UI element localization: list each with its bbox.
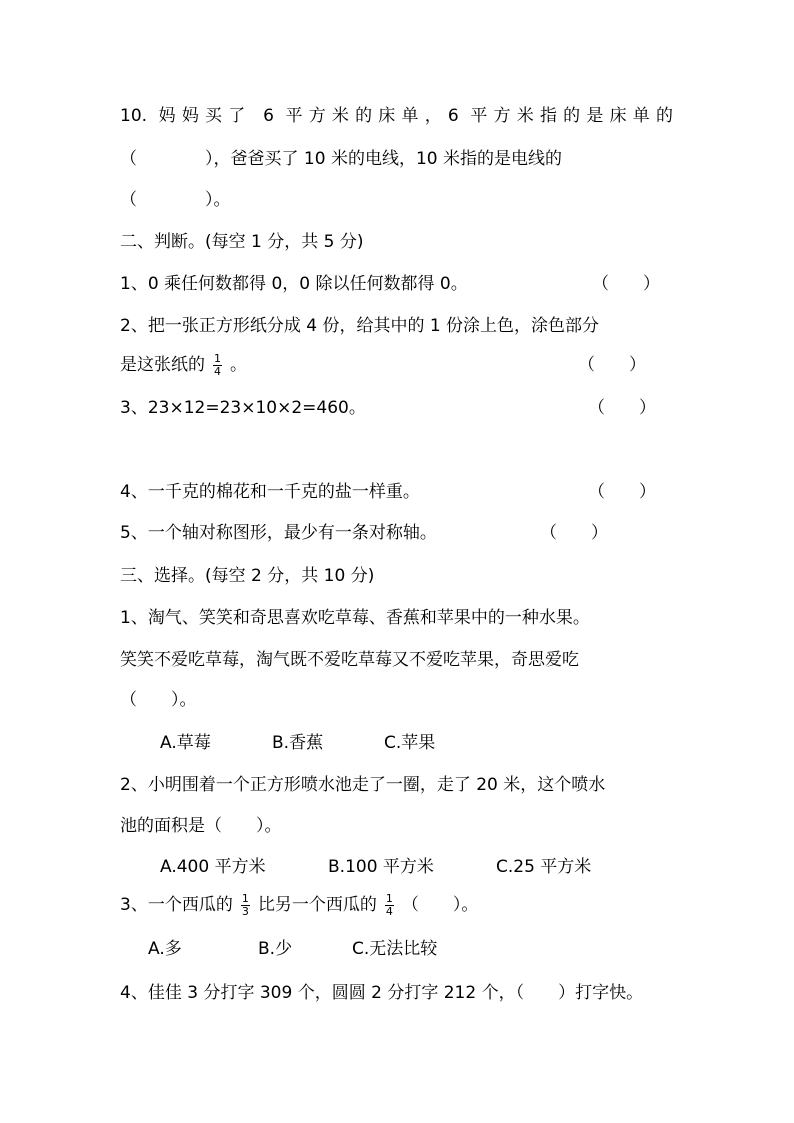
judge-item-2-end: 。: [230, 355, 247, 375]
judge-item-5: 5、一个轴对称图形，最少有一条对称轴。: [120, 523, 437, 543]
choice-1-option-a[interactable]: A.草莓: [160, 733, 211, 753]
fraction-numerator: 1: [214, 351, 221, 365]
judge-item-1: 1、0 乘任何数都得 0，0 除以任何数都得 0。: [120, 274, 468, 294]
choice-3-text-a: 3、一个西瓜的: [120, 895, 233, 915]
choice-3-option-c[interactable]: C.无法比较: [352, 939, 438, 959]
q10-line3: （ ）。: [120, 190, 231, 210]
choice-2-line1: 2、小明围着一个正方形喷水池走了一圈，走了 20 米，这个喷水: [120, 775, 606, 795]
choice-1-option-c[interactable]: C.苹果: [384, 733, 436, 753]
q10-line2: （ ），爸爸买了 10 米的电线，10 米指的是电线的: [120, 149, 562, 169]
judge-answer-3[interactable]: （ ）: [588, 398, 656, 418]
choice-2-option-b[interactable]: B.100 平方米: [328, 857, 434, 877]
fraction-numerator: 1: [241, 891, 249, 905]
choice-2-option-a[interactable]: A.400 平方米: [160, 857, 266, 877]
judge-answer-5[interactable]: （ ）: [540, 523, 608, 543]
judge-item-2-text: 是这张纸的: [120, 355, 205, 375]
q10-line1: 10. 妈妈买了 6 平方米的床单，6 平方米指的是床单的: [120, 106, 673, 126]
choice-3-option-a[interactable]: A.多: [148, 939, 182, 959]
judge-item-2-line2: [120, 350, 247, 380]
section-3-title: 三、选择。(每空 2 分，共 10 分): [120, 566, 375, 586]
judge-item-2-line1: 2、把一张正方形纸分成 4 份，给其中的 1 份涂上色，涂色部分: [120, 316, 600, 336]
choice-2-line2: 池的面积是（ ）。: [120, 816, 282, 836]
fraction: [213, 353, 222, 378]
judge-item-4: 4、一千克的棉花和一千克的盐一样重。: [120, 482, 420, 502]
choice-1-option-b[interactable]: B.香蕉: [272, 733, 324, 753]
judge-item-3: 3、23×12=23×10×2=460。: [120, 398, 366, 418]
judge-answer-1[interactable]: （ ）: [592, 274, 660, 294]
choice-2-option-c[interactable]: C.25 平方米: [496, 857, 592, 877]
choice-3-option-b[interactable]: B.少: [258, 939, 293, 959]
fraction-denominator: 4: [214, 364, 221, 378]
fraction-denominator: 4: [385, 904, 393, 918]
choice-3-text-c: （ ）。: [401, 895, 479, 915]
fraction-numerator: 1: [385, 891, 393, 905]
fraction: [385, 893, 394, 918]
choice-1-line2: 笑笑不爱吃草莓，淘气既不爱吃草莓又不爱吃苹果，奇思爱吃: [120, 650, 579, 670]
fraction-denominator: 3: [241, 904, 249, 918]
fraction: [241, 893, 250, 918]
choice-3-text-b: 比另一个西瓜的: [257, 895, 377, 915]
choice-1-line1: 1、淘气、笑笑和奇思喜欢吃草莓、香蕉和苹果中的一种水果。: [120, 608, 590, 628]
choice-4-line1: 4、佳佳 3 分打字 309 个，圆圆 2 分打字 212 个，（ ）打字快。: [120, 983, 644, 1003]
judge-answer-2[interactable]: （ ）: [578, 355, 646, 375]
choice-1-line3: （ ）。: [120, 690, 197, 710]
judge-answer-4[interactable]: （ ）: [588, 482, 656, 502]
section-2-title: 二、判断。(每空 1 分，共 5 分): [120, 232, 364, 252]
choice-3-line1: [120, 890, 478, 920]
